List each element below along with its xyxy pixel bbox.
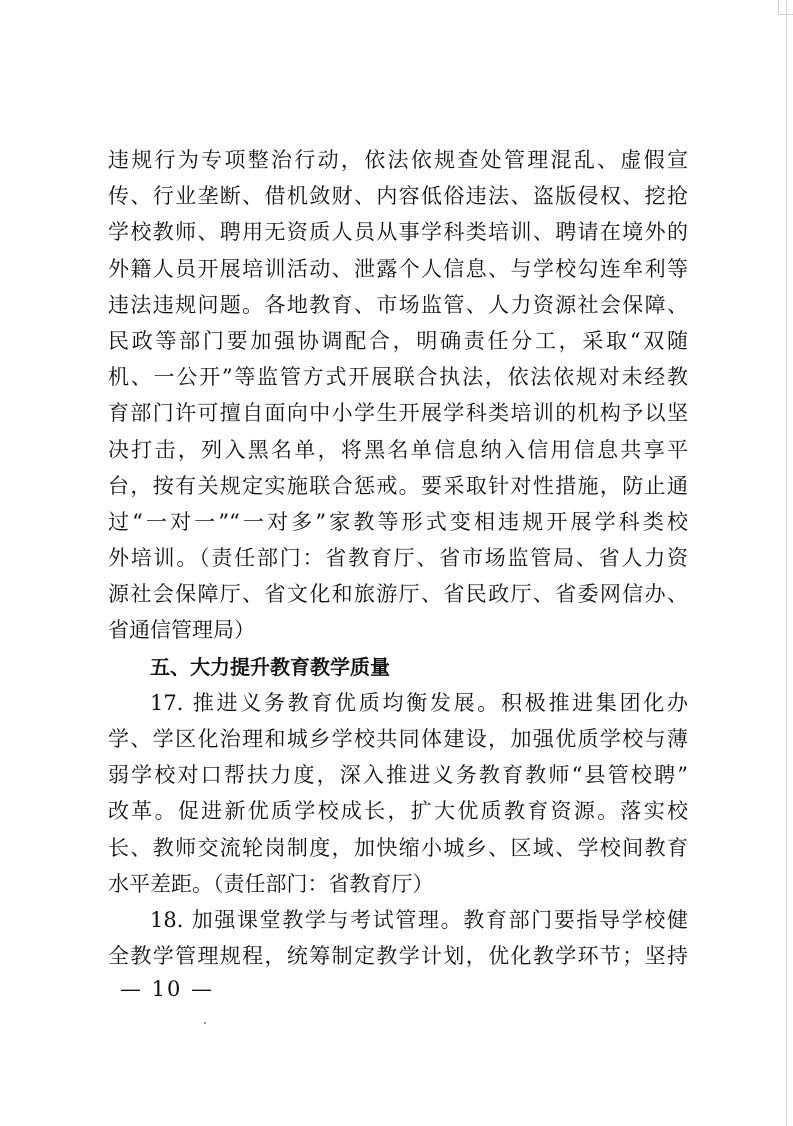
- text-line: 决打击，列入黑名单，将黑名单信息纳入信用信息共享平: [108, 437, 688, 462]
- text-line: 全教学管理规程，统筹制定教学计划，优化教学环节；坚持: [108, 944, 688, 969]
- text-line: 违法违规问题。各地教育、市场监管、人力资源社会保障、: [108, 292, 688, 317]
- text-line: 改革。促进新优质学校成长，扩大优质教育资源。落实校: [108, 799, 688, 824]
- text-line: 台，按有关规定实施联合惩戒。要采取针对性措施，防止通: [108, 473, 688, 498]
- text-line: 水平差距。（责任部门：省教育厅）: [108, 871, 434, 896]
- page-number: — 10 —: [120, 977, 215, 1001]
- text-line: 弱学校对口帮扶力度，深入推进义务教育教师“县管校聘”: [108, 763, 688, 788]
- scan-corner-mark: [778, 0, 793, 15]
- text-line: 省通信管理局）: [108, 618, 255, 643]
- text-line: 学校教师、聘用无资质人员从事学科类培训、聘请在境外的: [108, 220, 688, 245]
- body-text: [108, 142, 688, 974]
- item-17-first-line: 17. 推进义务教育优质均衡发展。积极推进集团化办: [150, 690, 688, 715]
- section-heading: 五、大力提升教育教学质量: [150, 654, 390, 679]
- text-line: 机、一公开”等监管方式开展联合执法，依法依规对未经教: [108, 365, 688, 390]
- scan-edge: [786, 0, 787, 1126]
- text-line: 传、行业垄断、借机敛财、内容低俗违法、盗版侵权、挖抢: [108, 184, 688, 209]
- text-line: 学、学区化治理和城乡学校共同体建设，加强优质学校与薄: [108, 727, 688, 751]
- text-line: 民政等部门要加强协调配合，明确责任分工，采取“双随: [108, 328, 688, 353]
- item-18-first-line: 18. 加强课堂教学与考试管理。教育部门要指导学校健: [150, 907, 688, 932]
- text-line: 源社会保障厅、省文化和旅游厅、省民政厅、省委网信办、: [108, 582, 688, 607]
- text-line: 外籍人员开展培训活动、泄露个人信息、与学校勾连牟利等: [108, 256, 688, 281]
- text-line: 过“一对一”“一对多”家教等形式变相违规开展学科类校: [108, 509, 688, 534]
- text-line: 育部门许可擅自面向中小学生开展学科类培训的机构予以坚: [108, 401, 688, 426]
- text-line: 外培训。（责任部门：省教育厅、省市场监管局、省人力资: [108, 546, 688, 571]
- scan-speck: [204, 1022, 206, 1024]
- text-line: 长、教师交流轮岗制度，加快缩小城乡、区域、学校间教育: [108, 835, 688, 860]
- text-line: 违规行为专项整治行动，依法依规查处管理混乱、虚假宣: [108, 148, 688, 172]
